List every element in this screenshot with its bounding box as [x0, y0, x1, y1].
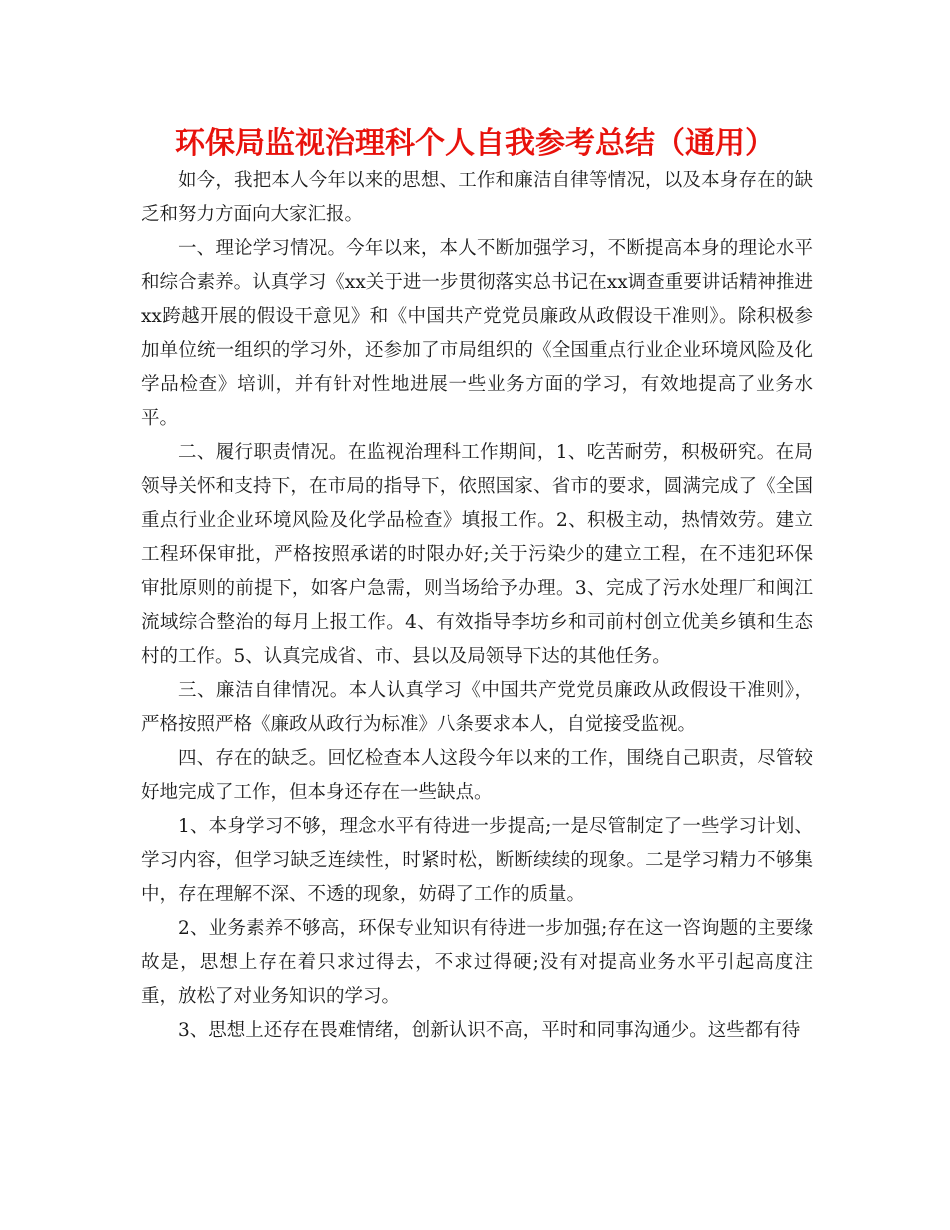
paragraph-shortcoming-2: 2、业务素养不够高，环保专业知识有待进一步加强;存在这一咨询题的主要缘故是，思想上存在着只求过得去，不求过得硬;没有对提高业务水平引起高度注重，放松了对业务知识的学习。 [141, 918, 813, 1007]
paragraph-shortcoming-3: 3、思想上还存在畏难情绪，创新认识不高，平时和同事沟通少。这些都有待 [178, 1020, 801, 1041]
paragraph-intro: 如今，我把本人今年以来的思想、工作和廉洁自律等情况，以及本身存在的缺乏和努力方面向大家汇报。 [141, 170, 813, 225]
document-body [141, 164, 813, 1048]
paragraph-duties: 二、履行职责情况。在监视治理科工作期间，1、吃苦耐劳，积极研究。在局领导关怀和支持下，在市局的指导下，依照国家、省市的要求，圆满完成了《全国重点行业企业环境风险及化学品检查》填报工作。2、积极主动，热情效劳。建立工程环保审批，严格按照承诺的时限办好;关于污染少的建立工程，在不违犯环保审批原则的前提下，如客户急需，则当场给予办理。3、完成了污水处理厂和闽江流域综合整治的每月上报工作。4、有效指导李坊乡和司前村创立优美乡镇和生态村的工作。5、认真完成省、市、县以及局领导下达的其他任务。 [141, 442, 813, 667]
paragraph-theory-study: 一、理论学习情况。今年以来，本人不断加强学习，不断提高本身的理论水平和综合素养。认真学习《xx关于进一步贯彻落实总书记在xx调查重要讲话精神推进xx跨越开展的假设干意见》和《中国共产党党员廉政从政假设干准则》。除积极参加单位统一组织的学习外，还参加了市局组织的《全国重点行业企业环境风险及化学品检查》培训，并有针对性地进展一些业务方面的学习，有效地提高了业务水平。 [141, 238, 813, 429]
paragraph-shortcomings: 四、存在的缺乏。回忆检查本人这段今年以来的工作，围绕自己职责，尽管较好地完成了工作，但本身还存在一些缺点。 [141, 748, 813, 803]
paragraph-integrity: 三、廉洁自律情况。本人认真学习《中国共产党党员廉政从政假设干准则》，严格按照严格《廉政从政行为标准》八条要求本人，自觉接受监视。 [141, 680, 813, 735]
document-title: 环保局监视治理科个人自我参考总结（通用） [175, 126, 775, 161]
paragraph-shortcoming-1: 1、本身学习不够，理念水平有待进一步提高;一是尽管制定了一些学习计划、学习内容，但学习缺乏连续性，时紧时松，断断续续的现象。二是学习精力不够集中，存在理解不深、不透的现象，妨碍了工作的质量。 [141, 816, 813, 905]
